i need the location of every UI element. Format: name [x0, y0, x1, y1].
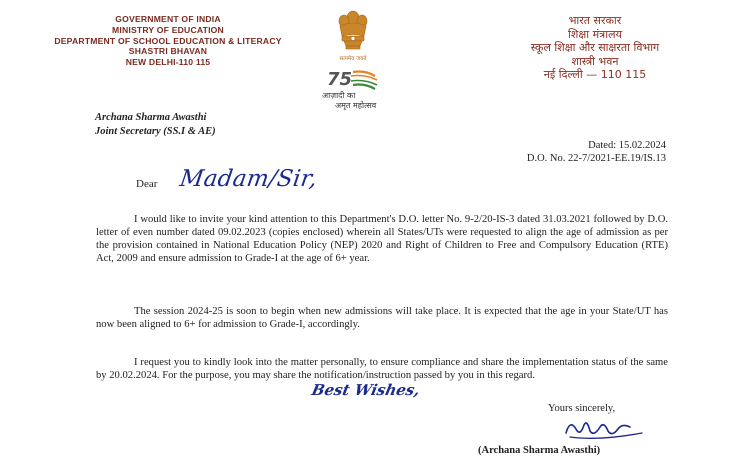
letterhead-line: स्कूल शिक्षा और साक्षरता विभाग — [530, 41, 660, 54]
svg-text:अमृत महोत्सव: अमृत महोत्सव — [335, 101, 377, 110]
azadi-ka-amrit-mahotsav-logo — [315, 68, 425, 110]
national-emblem-icon — [333, 6, 373, 68]
signature-icon — [560, 415, 650, 443]
handwritten-closing: Best Wishes, — [310, 381, 422, 399]
letterhead-line: MINISTRY OF EDUCATION — [112, 24, 224, 35]
yours-sincerely: Yours sincerely, — [548, 403, 616, 414]
letterhead-line: DEPARTMENT OF SCHOOL EDUCATION & LITERACY — [54, 35, 282, 46]
body-paragraph: The session 2024-25 is soon to begin when new admissions will take place. It is expected that the age in your State/UT has now been aligned to 6+ for admission to Grade-I, accordingly. — [96, 306, 668, 330]
letterhead-line: SHASTRI BHAVAN — [128, 46, 208, 57]
svg-text:आज़ादी का: आज़ादी का — [322, 91, 356, 100]
body-paragraph: I request you to kindly look into the matter personally, to ensure compliance and share the implementation status of the same by 20.02.2024. For the purpose, you may share the notification/instruction passed by you in this regard. — [96, 357, 668, 381]
letterhead-line: NEW DELHI-110 115 — [125, 57, 211, 68]
letterhead-line: GOVERNMENT OF INDIA — [115, 14, 221, 24]
sender-designation: Joint Secretary (SS.I & AE) — [95, 126, 216, 137]
sender-name: Archana Sharma Awasthi — [95, 112, 207, 123]
svg-text:75: 75 — [327, 69, 353, 90]
letter-date: Dated: 15.02.2024 — [588, 140, 666, 151]
letterhead-hindi — [470, 14, 720, 82]
do-number: D.O. No. 22-7/2021-EE.19/IS.13 — [526, 153, 666, 164]
body-paragraph: I would like to invite your kind attention to this Department's D.O. letter No. 9-2/20-IS-3 dated 31.03.2021 followed by D.O. letter of even number dated 09.02.2023 (copies enclosed) wherein all States/UTs were requested to align the age of admission as per the provision contained in National Education Policy (NEP) 2020 and Right of Children to Free and Compulsory Education (RTE) Act, 2009 and ensure admission to Grade-I at the age of 6+ year. — [96, 214, 668, 264]
sender-block — [95, 111, 216, 139]
reference-block — [430, 139, 666, 165]
svg-text:सत्यमेव जयते: सत्यमेव जयते — [339, 56, 367, 62]
letterhead-line: नई दिल्ली — 110 115 — [543, 68, 647, 81]
letterhead-english — [18, 14, 318, 68]
letterhead-line: भारत सरकार — [568, 14, 622, 27]
handwritten-salutation: Madam/Sir, — [178, 166, 319, 192]
letterhead-line: शिक्षा मंत्रालय — [568, 27, 622, 41]
signatory-name: (Archana Sharma Awasthi) — [478, 445, 601, 456]
letterhead-line: शास्त्री भवन — [571, 54, 619, 68]
salutation-dear: Dear — [136, 178, 158, 190]
